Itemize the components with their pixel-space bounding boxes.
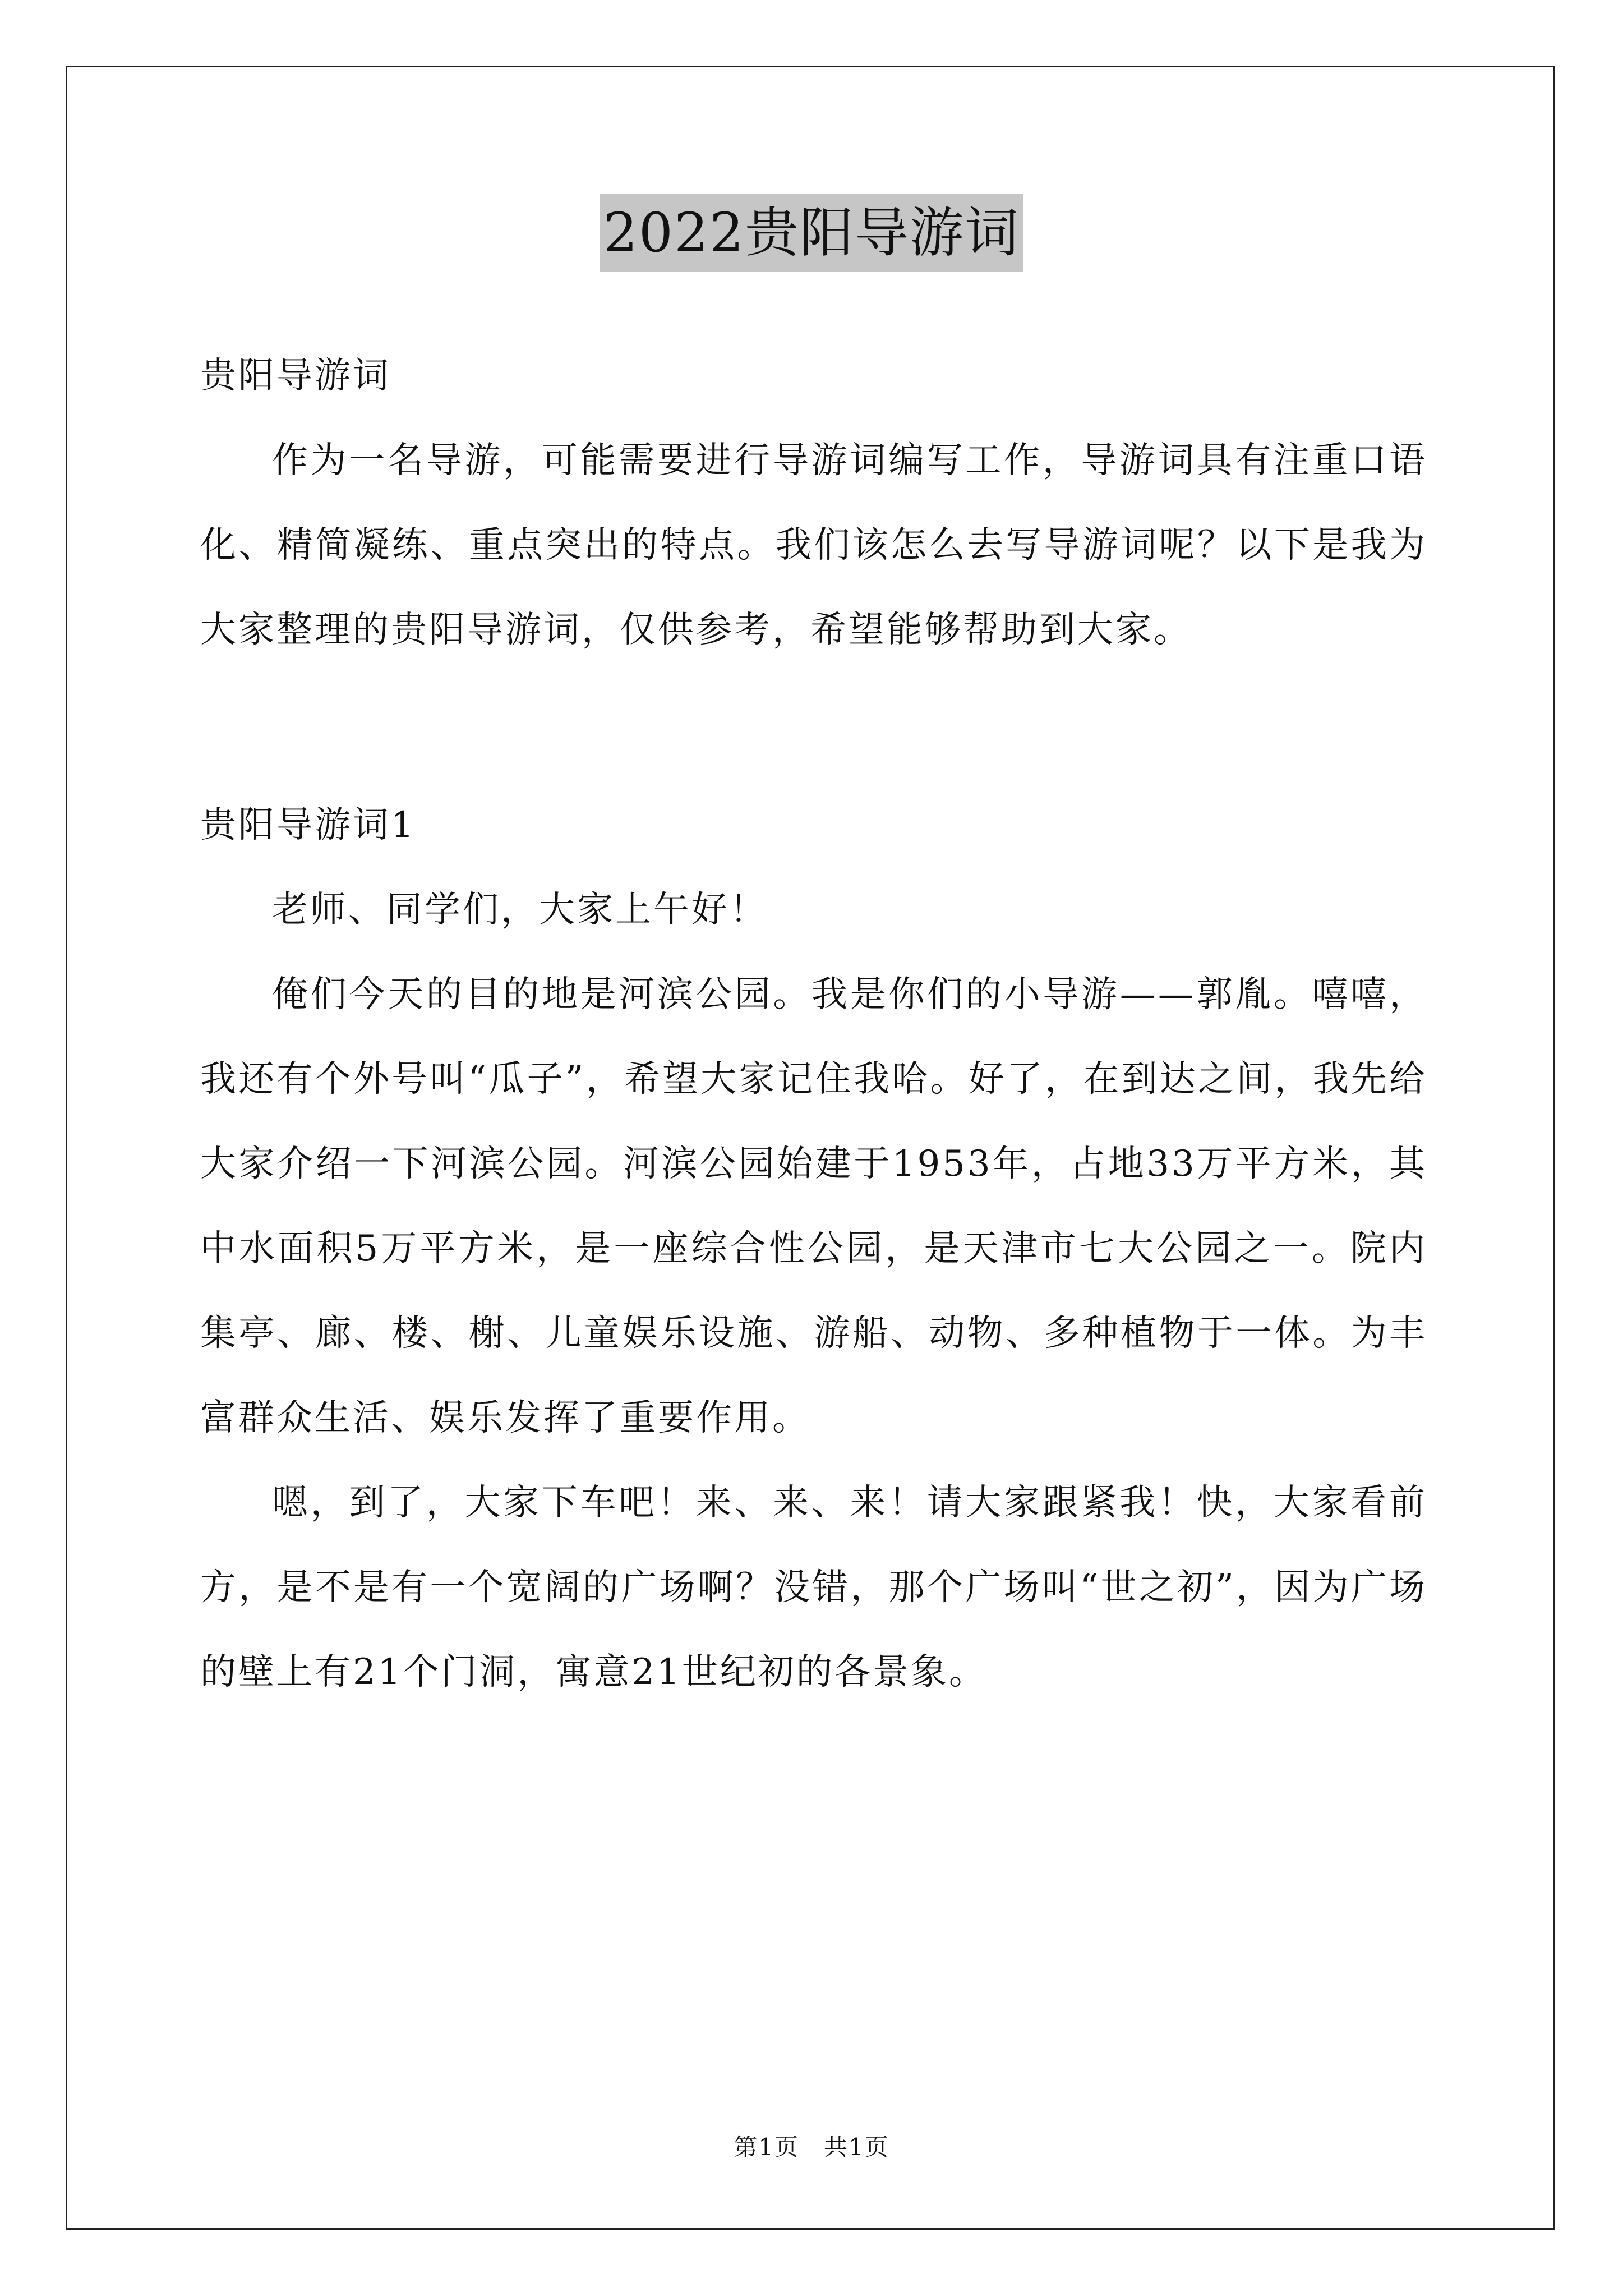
- body-paragraph-square: 嗯，到了，大家下车吧！来、来、来！请大家跟紧我！快，大家看前方，是不是有一个宽阔的广场啊？没错，那个广场叫“世之初”，因为广场的壁上有21个门洞，寓意21世纪初的各景象。: [200, 1482, 1427, 1693]
- body-paragraph-introduction: 俺们今天的目的地是河滨公园。我是你们的小导游——郭胤。嘻嘻，我还有个外号叫“瓜子”，希望大家记住我哈。好了，在到达之间，我先给大家介绍一下河滨公园。河滨公园始建于1953年，占地33万平方米，其中水面积5万平方米，是一座综合性公园，是天津市七大公园之一。院内集亭、廊、楼、榭、儿童娱乐设施、游船、动物、多种植物于一体。为丰富群众生活、娱乐发挥了重要作用。: [200, 974, 1427, 1439]
- title-container: [0, 194, 1623, 272]
- body-paragraph-greeting: 老师、同学们，大家上午好！: [272, 889, 768, 931]
- page-footer: 第1页 共1页: [734, 2133, 889, 2161]
- intro-paragraph: 作为一名导游，可能需要进行导游词编写工作，导游词具有注重口语化、精简凝练、重点突出的特点。我们该怎么去写导游词呢？以下是我为大家整理的贵阳导游词，仅供参考，希望能够帮助到大家。: [200, 440, 1427, 651]
- document-body: [200, 334, 1427, 1715]
- subsection-heading: 贵阳导游词1: [200, 804, 416, 846]
- document-title: 2022贵阳导游词: [600, 194, 1023, 272]
- spacer: [200, 673, 1427, 783]
- section-heading: 贵阳导游词: [200, 355, 391, 397]
